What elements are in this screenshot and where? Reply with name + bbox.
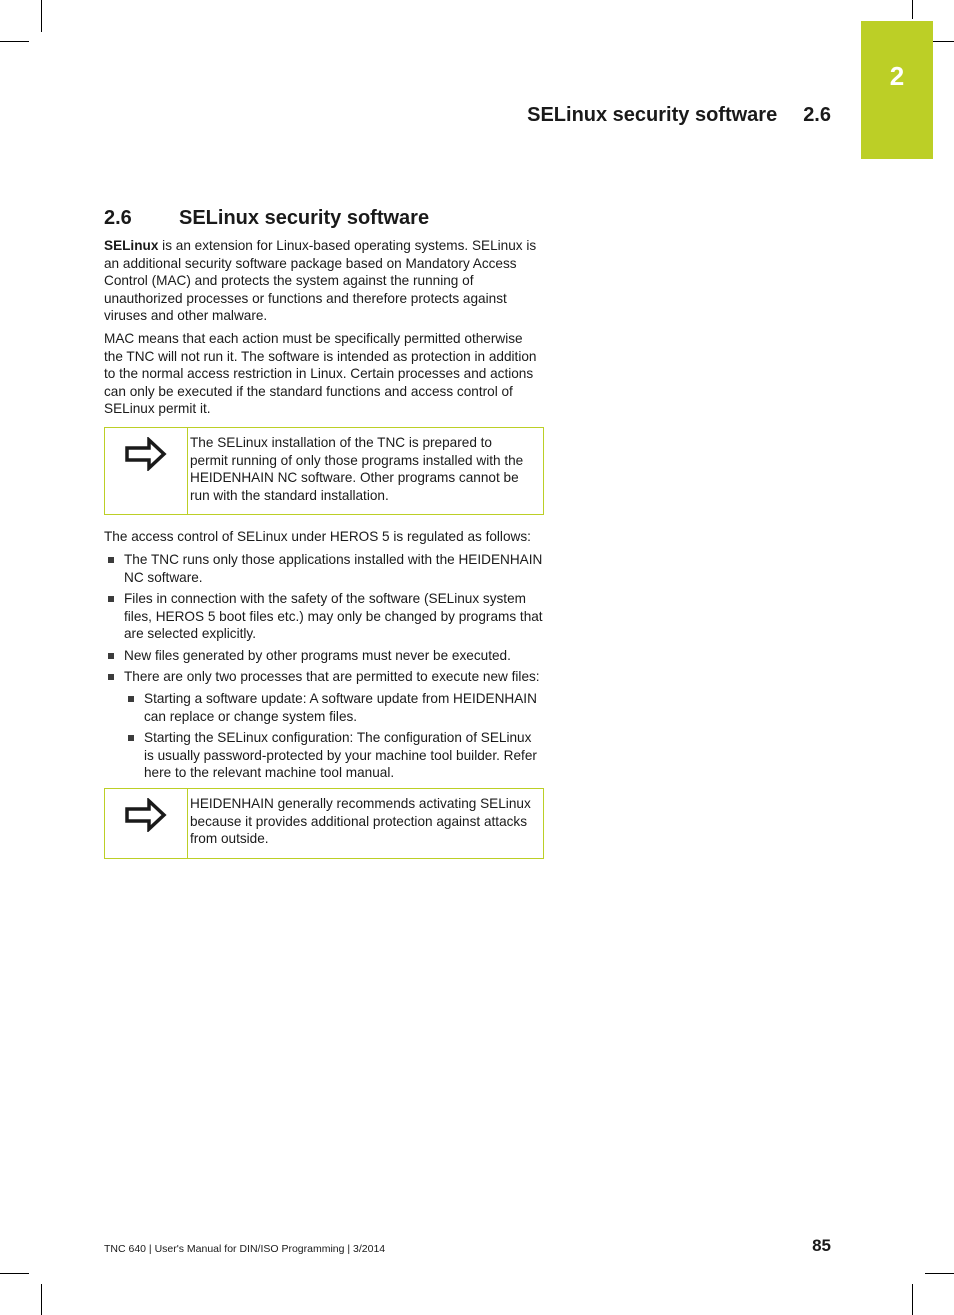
arrow-right-icon [125,798,167,832]
list-item [104,551,544,586]
crop-mark [0,1273,29,1274]
running-head-number: 2.6 [803,104,831,126]
paragraph-mac: MAC means that each action must be specifically permitted otherwise the TNC will not run it. The software is intended as protection in addition to the normal access restriction in Linux. Certain processes and actions can only be executed if the standard functions and access control of SELinux permit it. [104,330,537,417]
bullet-square [108,674,114,680]
sub-bullet-list [124,690,544,782]
crop-mark [41,1284,42,1315]
chapter-tab [861,21,933,159]
note-box [104,427,544,515]
main-content [104,205,544,872]
arrow-right-icon [125,437,167,471]
intro-paragraph [104,237,544,325]
bullet-square [108,596,114,602]
list-item [104,590,544,643]
note-icon-cell [105,428,187,514]
page-number: 85 [812,1236,831,1255]
section-title: SELinux security software [179,207,430,229]
list-item [104,668,544,782]
list-item-text: The TNC runs only those applications installed with the HEIDENHAIN NC software. [124,551,543,585]
paragraph-access-control: The access control of SELinux under HEROS 5 is regulated as follows: [104,529,531,545]
note-box [104,788,544,859]
note-text: The SELinux installation of the TNC is prepared to permit running of only those programs installed with the HEIDENHAIN NC software. Other programs cannot be run with the standard installation. [187,428,543,514]
list-item-text: New files generated by other programs must never be executed. [124,647,511,663]
crop-mark [912,0,913,19]
sub-list-item [124,729,544,782]
running-head-title: SELinux security software [527,104,778,126]
list-item-text: Files in connection with the safety of the software (SELinux system files, HEROS 5 boot files etc.) may only be changed by programs that are selected explicitly. [124,591,543,642]
bullet-list [104,551,544,782]
crop-mark [925,1273,954,1274]
crop-mark [0,41,29,42]
sub-list-item [124,690,544,725]
bullet-square [128,735,134,741]
note-text: HEIDENHAIN generally recommends activating SELinux because it provides additional protection against attacks from outside. [187,789,543,858]
chapter-number: 2 [889,61,905,91]
section-number: 2.6 [104,207,132,229]
list-item [104,647,544,665]
bullet-square [128,696,134,702]
note-icon-cell [105,789,187,858]
bullet-square [108,557,114,563]
bullet-square [108,653,114,659]
running-head [527,104,831,127]
footer-text: TNC 640 | User's Manual for DIN/ISO Programming | 3/2014 [104,1243,386,1255]
intro-text: is an extension for Linux-based operating systems. SELinux is an additional security software package based on Mandatory Access Control (MAC) and protects the system against the running of unauthorized processes or functions and therefore protects against viruses and other malware. [104,238,537,324]
crop-mark [41,0,42,32]
crop-mark [912,1284,913,1315]
section-heading [104,205,544,231]
sub-list-item-text: Starting the SELinux configuration: The configuration of SELinux is usually password-protected by your machine tool builder. Refer here to the relevant machine tool manual. [144,730,537,781]
list-item-text: There are only two processes that are permitted to execute new files: [124,669,540,685]
intro-bold-term: SELinux [104,238,159,253]
sub-list-item-text: Starting a software update: A software update from HEIDENHAIN can replace or change system files. [144,691,537,724]
